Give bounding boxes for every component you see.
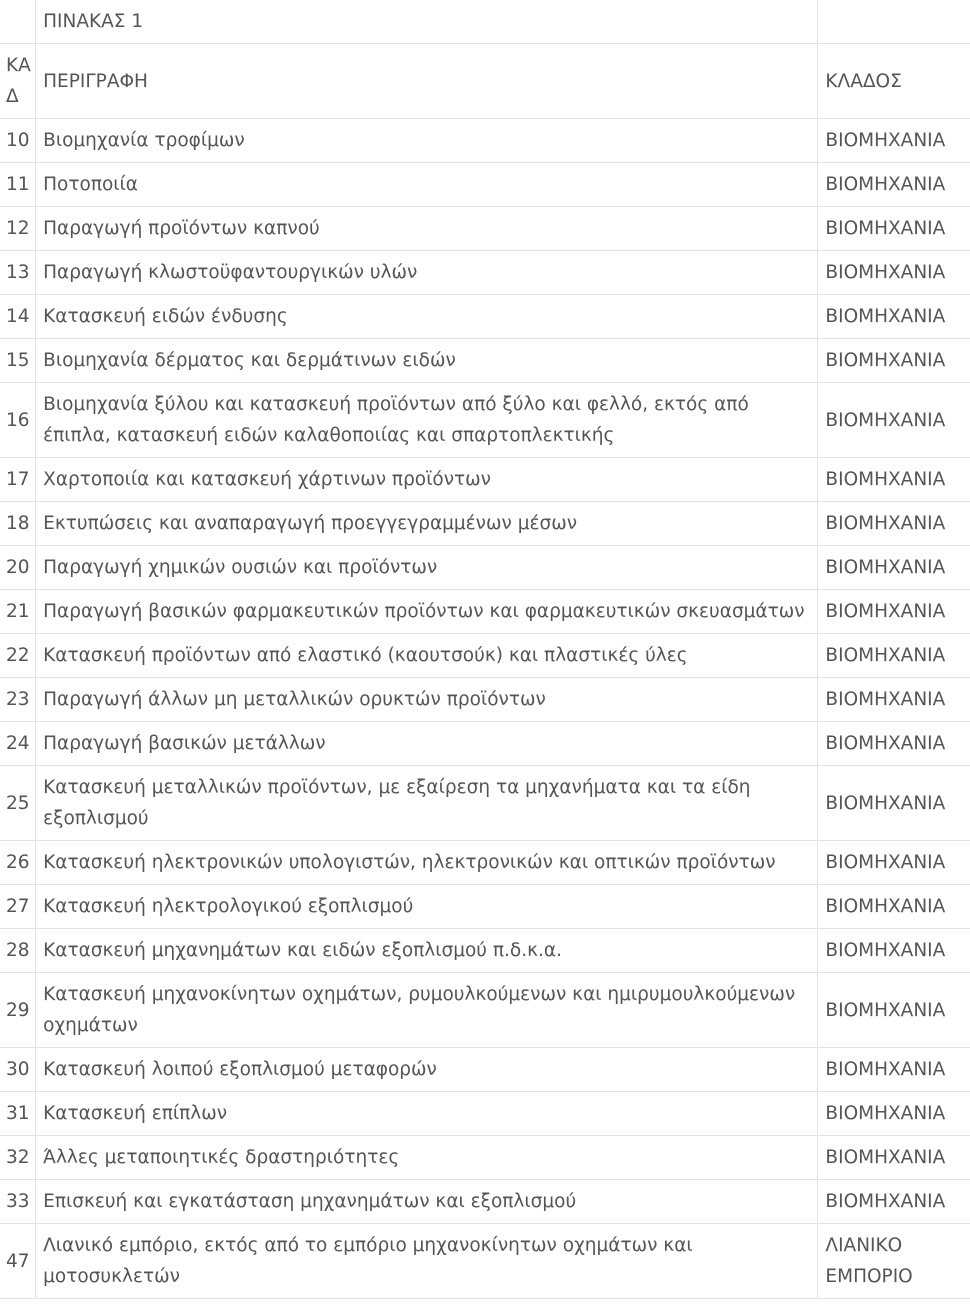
table-row <box>0 119 970 163</box>
row-description-cell: Κατασκευή προϊόντων από ελαστικό (καουτσούκ) και πλαστικές ύλες <box>36 634 818 678</box>
row-description-cell: Βιομηχανία τροφίμων <box>36 119 818 163</box>
table-row <box>0 929 970 973</box>
row-description-cell: Εκτυπώσεις και αναπαραγωγή προεγγεγραμμένων μέσων <box>36 502 818 546</box>
row-description-cell: Παραγωγή κλωστοϋφαντουργικών υλών <box>36 251 818 295</box>
row-code-cell: 11 <box>0 163 36 207</box>
table-row <box>0 1136 970 1180</box>
row-description-cell: Παραγωγή βασικών φαρμακευτικών προϊόντων και φαρμακευτικών σκευασμάτων <box>36 590 818 634</box>
row-description-cell: Βιομηχανία δέρματος και δερμάτινων ειδών <box>36 339 818 383</box>
table-row <box>0 163 970 207</box>
table-row <box>0 295 970 339</box>
table-row <box>0 502 970 546</box>
table-row <box>0 766 970 841</box>
row-description-cell: Άλλες μεταποιητικές δραστηριότητες <box>36 1136 818 1180</box>
row-description-cell: Κατασκευή ειδών ένδυσης <box>36 295 818 339</box>
table-row <box>0 458 970 502</box>
row-sector-cell: ΒΙΟΜΗΧΑΝΙΑ <box>818 1180 970 1224</box>
table-header-row <box>0 44 970 119</box>
table-title-spacer-cell <box>0 0 36 44</box>
row-code-cell: 31 <box>0 1092 36 1136</box>
row-description-cell: Επισκευή και εγκατάσταση μηχανημάτων και εξοπλισμού <box>36 1180 818 1224</box>
table-row <box>0 885 970 929</box>
row-code-cell: 26 <box>0 841 36 885</box>
row-description-cell: Παραγωγή άλλων μη μεταλλικών ορυκτών προϊόντων <box>36 678 818 722</box>
row-sector-cell: ΒΙΟΜΗΧΑΝΙΑ <box>818 1092 970 1136</box>
header-code: ΚΑΔ <box>0 44 36 119</box>
table-row <box>0 634 970 678</box>
table-title: ΠΙΝΑΚΑΣ 1 <box>36 0 818 44</box>
table-row <box>0 1180 970 1224</box>
row-code-cell: 14 <box>0 295 36 339</box>
row-code-cell: 30 <box>0 1048 36 1092</box>
row-sector-cell: ΒΙΟΜΗΧΑΝΙΑ <box>818 678 970 722</box>
row-sector-cell: ΒΙΟΜΗΧΑΝΙΑ <box>818 119 970 163</box>
table-row <box>0 590 970 634</box>
header-description: ΠΕΡΙΓΡΑΦΗ <box>36 44 818 119</box>
row-description-cell: Κατασκευή μηχανημάτων και ειδών εξοπλισμού π.δ.κ.α. <box>36 929 818 973</box>
row-description-cell: Κατασκευή μεταλλικών προϊόντων, με εξαίρεση τα μηχανήματα και τα είδη εξοπλισμού <box>36 766 818 841</box>
table-row <box>0 1048 970 1092</box>
table-title-sector-spacer-cell <box>818 0 970 44</box>
row-sector-cell: ΒΙΟΜΗΧΑΝΙΑ <box>818 163 970 207</box>
table-row <box>0 546 970 590</box>
row-sector-cell: ΒΙΟΜΗΧΑΝΙΑ <box>818 1048 970 1092</box>
row-code-cell: 15 <box>0 339 36 383</box>
row-code-cell: 20 <box>0 546 36 590</box>
row-sector-cell: ΒΙΟΜΗΧΑΝΙΑ <box>818 885 970 929</box>
row-description-cell: Κατασκευή ηλεκτρολογικού εξοπλισμού <box>36 885 818 929</box>
row-code-cell: 13 <box>0 251 36 295</box>
row-description-cell: Παραγωγή προϊόντων καπνού <box>36 207 818 251</box>
table-row <box>0 678 970 722</box>
row-sector-cell: ΒΙΟΜΗΧΑΝΙΑ <box>818 634 970 678</box>
table-row <box>0 1224 970 1299</box>
row-code-cell: 17 <box>0 458 36 502</box>
header-sector: ΚΛΑΔΟΣ <box>818 44 970 119</box>
row-code-cell: 23 <box>0 678 36 722</box>
row-code-cell: 33 <box>0 1180 36 1224</box>
row-description-cell: Κατασκευή μηχανοκίνητων οχημάτων, ρυμουλκούμενων και ημιρυμουλκούμενων οχημάτων <box>36 973 818 1048</box>
row-description-cell: Παραγωγή βασικών μετάλλων <box>36 722 818 766</box>
row-sector-cell: ΒΙΟΜΗΧΑΝΙΑ <box>818 929 970 973</box>
row-sector-cell: ΒΙΟΜΗΧΑΝΙΑ <box>818 383 970 458</box>
row-description-cell: Βιομηχανία ξύλου και κατασκευή προϊόντων από ξύλο και φελλό, εκτός από έπιπλα, κατασκευή ειδών καλαθοποιίας και σπαρτοπλεκτικής <box>36 383 818 458</box>
row-sector-cell: ΒΙΟΜΗΧΑΝΙΑ <box>818 766 970 841</box>
row-code-cell: 24 <box>0 722 36 766</box>
row-description-cell: Ποτοποιία <box>36 163 818 207</box>
row-sector-cell: ΒΙΟΜΗΧΑΝΙΑ <box>818 722 970 766</box>
row-code-cell: 18 <box>0 502 36 546</box>
row-sector-cell: ΒΙΟΜΗΧΑΝΙΑ <box>818 458 970 502</box>
table-row <box>0 339 970 383</box>
row-sector-cell: ΒΙΟΜΗΧΑΝΙΑ <box>818 502 970 546</box>
row-description-cell: Κατασκευή επίπλων <box>36 1092 818 1136</box>
row-code-cell: 21 <box>0 590 36 634</box>
row-description-cell: Κατασκευή ηλεκτρονικών υπολογιστών, ηλεκτρονικών και οπτικών προϊόντων <box>36 841 818 885</box>
row-sector-cell: ΒΙΟΜΗΧΑΝΙΑ <box>818 973 970 1048</box>
row-code-cell: 16 <box>0 383 36 458</box>
row-code-cell: 10 <box>0 119 36 163</box>
row-sector-cell: ΒΙΟΜΗΧΑΝΙΑ <box>818 841 970 885</box>
row-code-cell: 12 <box>0 207 36 251</box>
row-sector-cell: ΒΙΟΜΗΧΑΝΙΑ <box>818 339 970 383</box>
table-row <box>0 1092 970 1136</box>
row-code-cell: 32 <box>0 1136 36 1180</box>
row-description-cell: Κατασκευή λοιπού εξοπλισμού μεταφορών <box>36 1048 818 1092</box>
row-description-cell: Χαρτοποιία και κατασκευή χάρτινων προϊόντων <box>36 458 818 502</box>
row-code-cell: 22 <box>0 634 36 678</box>
row-code-cell: 29 <box>0 973 36 1048</box>
row-sector-cell: ΒΙΟΜΗΧΑΝΙΑ <box>818 590 970 634</box>
row-sector-cell: ΒΙΟΜΗΧΑΝΙΑ <box>818 251 970 295</box>
row-sector-cell: ΛΙΑΝΙΚΟ ΕΜΠΟΡΙΟ <box>818 1224 970 1299</box>
row-code-cell: 27 <box>0 885 36 929</box>
row-sector-cell: ΒΙΟΜΗΧΑΝΙΑ <box>818 546 970 590</box>
row-code-cell: 47 <box>0 1224 36 1299</box>
row-description-cell: Παραγωγή χημικών ουσιών και προϊόντων <box>36 546 818 590</box>
row-description-cell: Λιανικό εμπόριο, εκτός από το εμπόριο μηχανοκίνητων οχημάτων και μοτοσυκλετών <box>36 1224 818 1299</box>
table-row <box>0 841 970 885</box>
table-title-row <box>0 0 970 44</box>
row-sector-cell: ΒΙΟΜΗΧΑΝΙΑ <box>818 295 970 339</box>
table-row <box>0 207 970 251</box>
table-row <box>0 383 970 458</box>
row-sector-cell: ΒΙΟΜΗΧΑΝΙΑ <box>818 1136 970 1180</box>
row-code-cell: 28 <box>0 929 36 973</box>
table-row <box>0 973 970 1048</box>
table-row <box>0 251 970 295</box>
row-code-cell: 25 <box>0 766 36 841</box>
row-sector-cell: ΒΙΟΜΗΧΑΝΙΑ <box>818 207 970 251</box>
table-row <box>0 722 970 766</box>
